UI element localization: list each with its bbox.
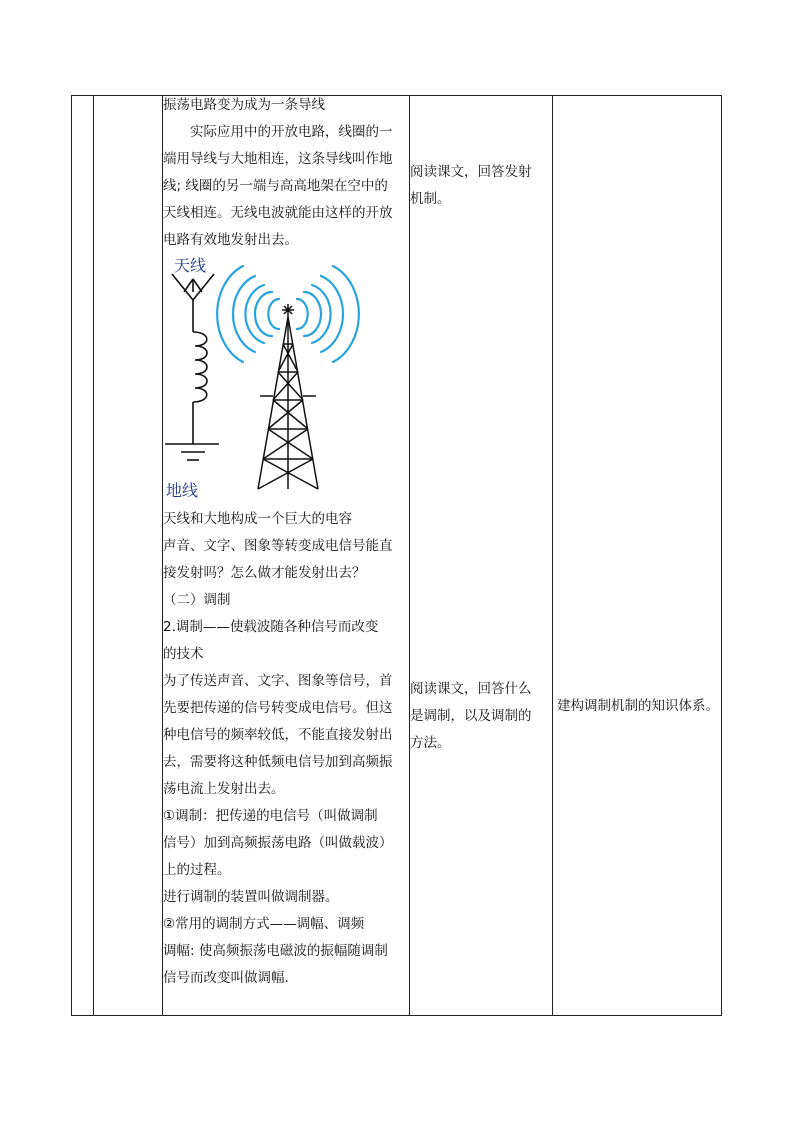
content-line: 电路有效地发射出去。 xyxy=(163,232,298,248)
intent-block xyxy=(557,693,719,720)
transmission-tower-icon xyxy=(258,304,318,489)
ground-label: 地线 xyxy=(166,481,199,500)
activity-line: 是调制，以及调制的 xyxy=(410,708,532,724)
lesson-table xyxy=(71,95,722,1016)
content-line: 振荡电路变为成为一条导线 xyxy=(163,97,325,113)
content-line: 声音、文字、图象等转变成电信号能直 xyxy=(163,538,393,554)
teaching-content-column xyxy=(163,96,403,992)
content-line: 实际应用中的开放电路，线圈的一 xyxy=(190,124,393,140)
activity-line: 阅读课文，回答什么 xyxy=(410,681,532,697)
content-line: ①调制：把传递的电信号（叫做调制 xyxy=(163,808,378,824)
content-line: 为了传送声音、文字、图象等信号，首 xyxy=(163,673,393,689)
activity-line: 方法。 xyxy=(410,735,451,751)
content-line: 种电信号的频率较低，不能直接发射出 xyxy=(163,727,393,743)
content-line: 调幅: 使高频振荡电磁波的振幅随调制 xyxy=(163,943,388,959)
content-line: 端用导线与大地相连，这条导线叫作地 xyxy=(163,151,393,167)
content-line: ②常用的调制方式——调幅、调频 xyxy=(163,916,365,932)
column-divider xyxy=(552,96,553,1015)
antenna-illustration xyxy=(163,254,403,514)
content-line: 荡电流上发射出去。 xyxy=(163,781,285,797)
activity-block xyxy=(410,159,532,213)
activity-line: 机制。 xyxy=(410,191,451,207)
content-line: 先要把传递的信号转变成电信号。但这 xyxy=(163,700,393,716)
activity-block xyxy=(410,676,532,757)
content-line: 天线相连。无线电波就能由这样的开放 xyxy=(163,205,393,221)
antenna-diagram xyxy=(163,254,403,514)
content-line: 去，需要将这种低频电信号加到高频振 xyxy=(163,754,393,770)
content-line: 的技术 xyxy=(163,646,204,662)
content-line: 线; 线圈的另一端与高高地架在空中的 xyxy=(163,178,388,194)
content-line: 信号）加到高频振荡电路（叫做载波） xyxy=(163,835,393,851)
intent-line: 建构调制机制的知识体系。 xyxy=(557,698,719,714)
activity-line: 阅读课文，回答发射 xyxy=(410,164,532,180)
content-line: 上的过程。 xyxy=(163,862,231,878)
content-line: 2.调制——使载波随各种信号而改变 xyxy=(163,619,379,635)
antenna-coil-icon xyxy=(165,274,219,460)
content-line: 接发射吗？怎么做才能发射出去？ xyxy=(163,565,366,581)
section-heading: （二）调制 xyxy=(163,592,231,608)
figure-caption: 天线和大地构成一个巨大的电容 xyxy=(163,511,352,527)
column-divider xyxy=(409,96,410,1015)
content-line: 进行调制的装置叫做调制器。 xyxy=(163,889,339,905)
content-line: 信号而改变叫做调幅. xyxy=(163,970,289,986)
column-divider xyxy=(93,96,94,1015)
antenna-label: 天线 xyxy=(174,256,207,275)
